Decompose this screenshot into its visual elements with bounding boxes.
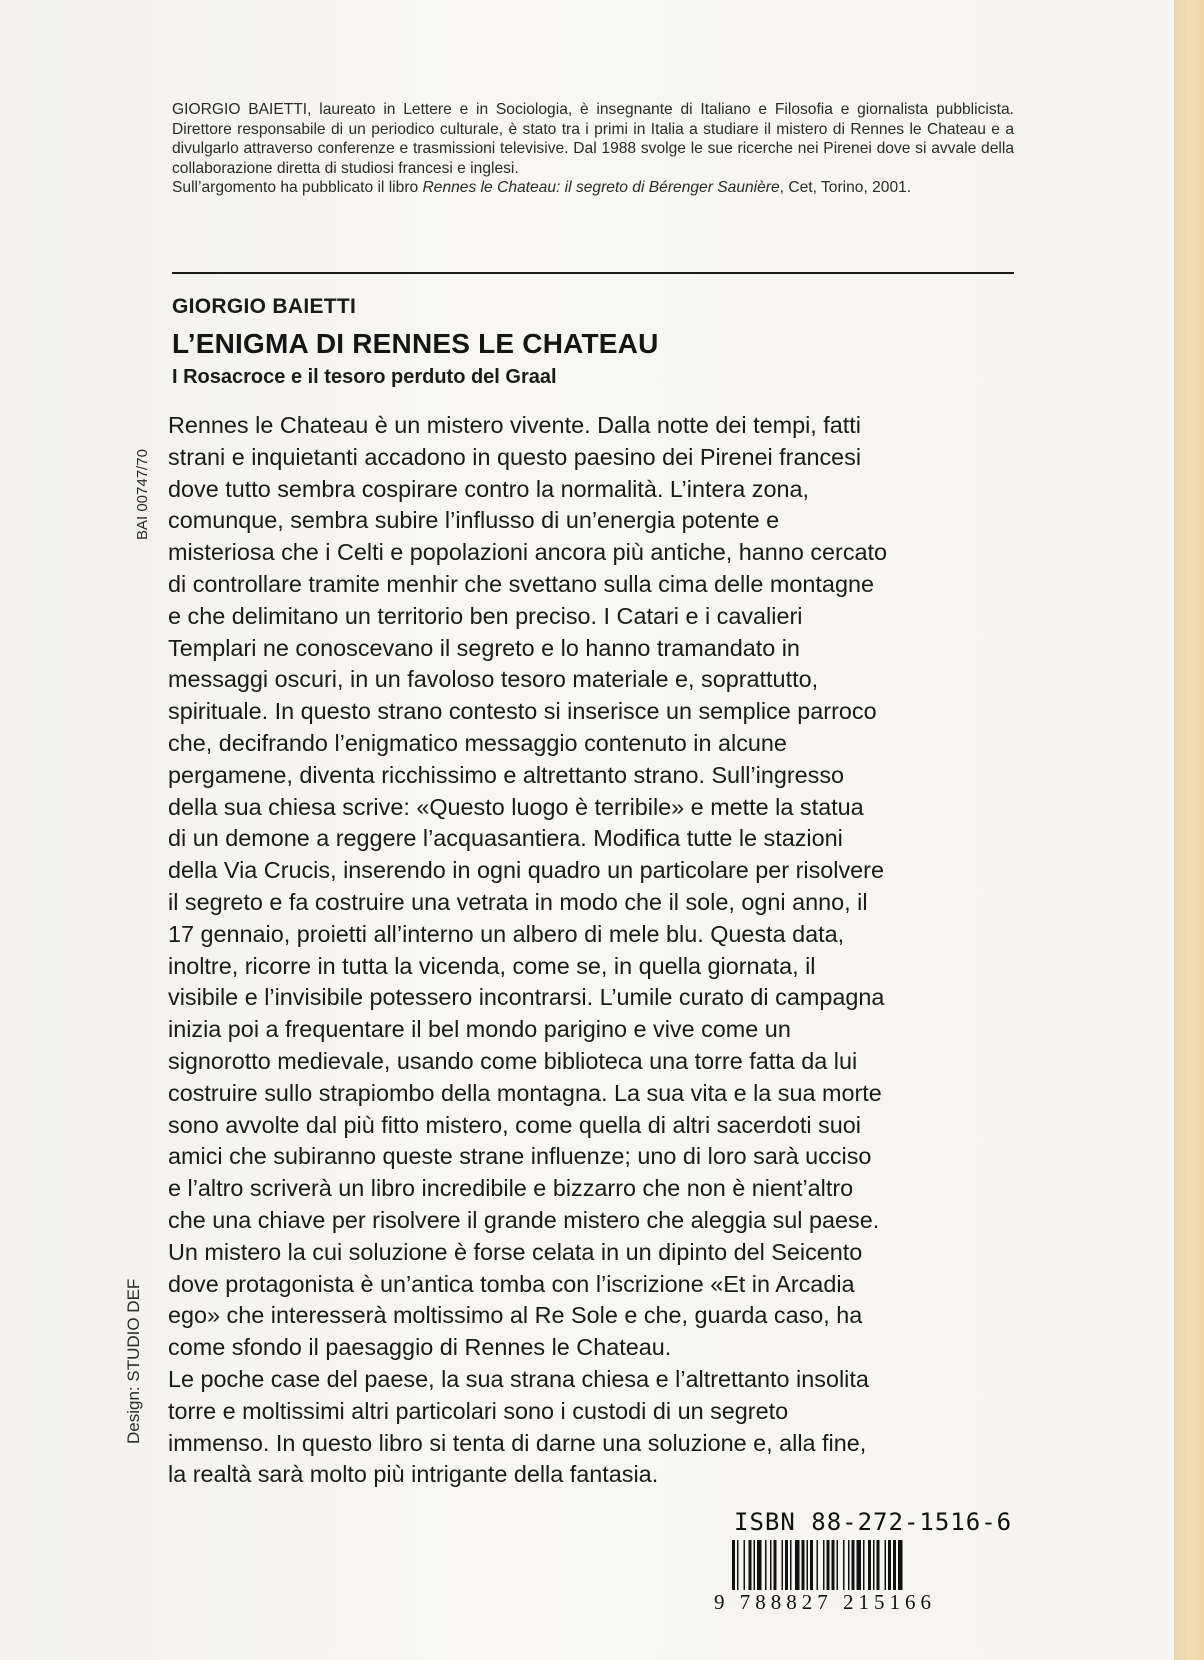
blurb-line: come sfondo il paesaggio di Rennes le Chateau. xyxy=(168,1334,672,1361)
blurb-line: messaggi oscuri, in un favoloso tesoro materiale e, soprattutto, xyxy=(168,666,819,693)
blurb-line: che una chiave per risolvere il grande mistero che aleggia sul paese. xyxy=(168,1206,880,1233)
blurb-line: e l’altro scriverà un libro incredibile e bizzarro che non è nient’altro xyxy=(168,1175,854,1202)
blurb-line: il segreto e fa costruire una vetrata in modo che il sole, ogni anno, il xyxy=(168,888,868,915)
blurb-line: misteriosa che i Celti e popolazioni ancora più antiche, hanno cercato xyxy=(168,539,888,566)
book-reference-title: Rennes le Chateau: il segreto di Bérenger Saunière xyxy=(422,179,780,197)
blurb-line: spirituale. In questo strano contesto si inserisce un semplice parroco xyxy=(168,698,877,725)
blurb-line: di controllare tramite menhir che svettano sulla cima delle montagne xyxy=(168,570,874,597)
blurb-line: Un mistero la cui soluzione è forse celata in un dipinto del Seicento xyxy=(168,1238,863,1265)
catalog-code: BAI 00747/70 xyxy=(134,449,151,540)
blurb-line: strani e inquietanti accadono in questo paesino dei Pirenei francesi xyxy=(168,443,862,470)
blurb-line: sono avvolte dal più fitto mistero, come quella di altri sacerdoti suoi xyxy=(168,1111,861,1138)
blurb-line: immenso. In questo libro si tenta di darne una soluzione e, alla fine, xyxy=(168,1429,867,1456)
blurb-line: che, decifrando l’enigmatico messaggio contenuto in alcune xyxy=(168,729,787,756)
author-name: GIORGIO BAIETTI xyxy=(172,295,357,318)
blurb-line: amici che subiranno queste strane influenze; uno di loro sarà ucciso xyxy=(168,1143,872,1170)
blurb-line: ego» che interesserà moltissimo al Re Sole e che, guarda caso, ha xyxy=(168,1302,863,1329)
blurb-line: e che delimitano un territorio ben preciso. I Catari e i cavalieri xyxy=(168,602,803,629)
design-credit: Design: STUDIO DEF xyxy=(124,1278,143,1444)
blurb-line: inizia poi a frequentare il bel mondo parigino e vive come un xyxy=(168,1016,791,1043)
blurb-line: Rennes le Chateau è un mistero vivente. Dalla notte dei tempi, fatti xyxy=(168,412,862,438)
blurb-line: torre e moltissimi altri particolari sono i custodi di un segreto xyxy=(168,1397,789,1424)
blurb-line: pergamene, diventa ricchissimo e altrettanto strano. Sull’ingresso xyxy=(168,761,845,788)
blurb-line: costruire sullo strapiombo della montagna. La sua vita e la sua morte xyxy=(168,1079,882,1106)
blurb-line: della sua chiesa scrive: «Questo luogo è terribile» e mette la statua xyxy=(168,793,864,820)
blurb-line: signorotto medievale, usando come biblioteca una torre fatta da lui xyxy=(168,1047,858,1074)
blurb-line: 17 gennaio, proietti all’interno un albero di mele blu. Questa data, xyxy=(168,920,845,947)
author-bio xyxy=(172,100,1014,198)
blurb-line: della Via Crucis, inserendo in ogni quadro un particolare per risolvere xyxy=(168,857,884,884)
blurb-line: visibile e l’invisibile potessero incontrarsi. L’umile curato di campagna xyxy=(168,984,885,1011)
blurb-line: la realtà sarà molto più intrigante della fantasia. xyxy=(168,1461,659,1488)
divider-rule xyxy=(172,272,1014,274)
book-subtitle: I Rosacroce e il tesoro perduto del Graal xyxy=(172,366,557,388)
blurb-line: di un demone a reggere l’acquasantiera. Modifica tutte le stazioni xyxy=(168,825,843,852)
blurb-line: Le poche case del paese, la sua strana chiesa e l’altrettanto insolita xyxy=(168,1365,869,1392)
cover-edge xyxy=(1174,0,1204,1660)
blurb-line: comunque, sembra subire l’influsso di un’energia potente e xyxy=(168,507,780,534)
blurb-line: dove protagonista è un’antica tomba con l’iscrizione «Et in Arcadia xyxy=(168,1270,855,1297)
barcode-digits: 9 788827 215166 xyxy=(714,1590,936,1614)
isbn-number: ISBN 88-272-1516-6 xyxy=(734,1508,1013,1536)
blurb-text xyxy=(168,410,1028,1491)
blurb-line: inoltre, ricorre in tutta la vicenda, come se, in quella giornata, il xyxy=(168,952,816,979)
author-bio-publication: Sull’argomento ha pubblicato il libro Rennes le Chateau: il segreto di Bérenger Saunière, Cet, Torino, 2001. xyxy=(172,179,912,197)
blurb-line: Templari ne conoscevano il segreto e lo hanno tramandato in xyxy=(168,634,800,661)
book-title: L’ENIGMA DI RENNES LE CHATEAU xyxy=(172,328,659,359)
blurb-line: dove tutto sembra cospirare contro la normalità. L’intera zona, xyxy=(168,475,809,502)
author-bio-paragraph: GIORGIO BAIETTI, laureato in Lettere e in Sociologia, è insegnante di Italiano e Filosofia e giornalista pubblicista. Direttore responsabile di un periodico culturale, è stato tra i primi in Italia a studiare il mistero di Rennes le Chateau e a divulgarlo attraverso conferenze e trasmissioni televisive. Dal 1988 svolge le sue ricerche nei Pirenei dove si avvale della collaborazione diretta di studiosi francesi e inglesi. xyxy=(172,101,1014,177)
